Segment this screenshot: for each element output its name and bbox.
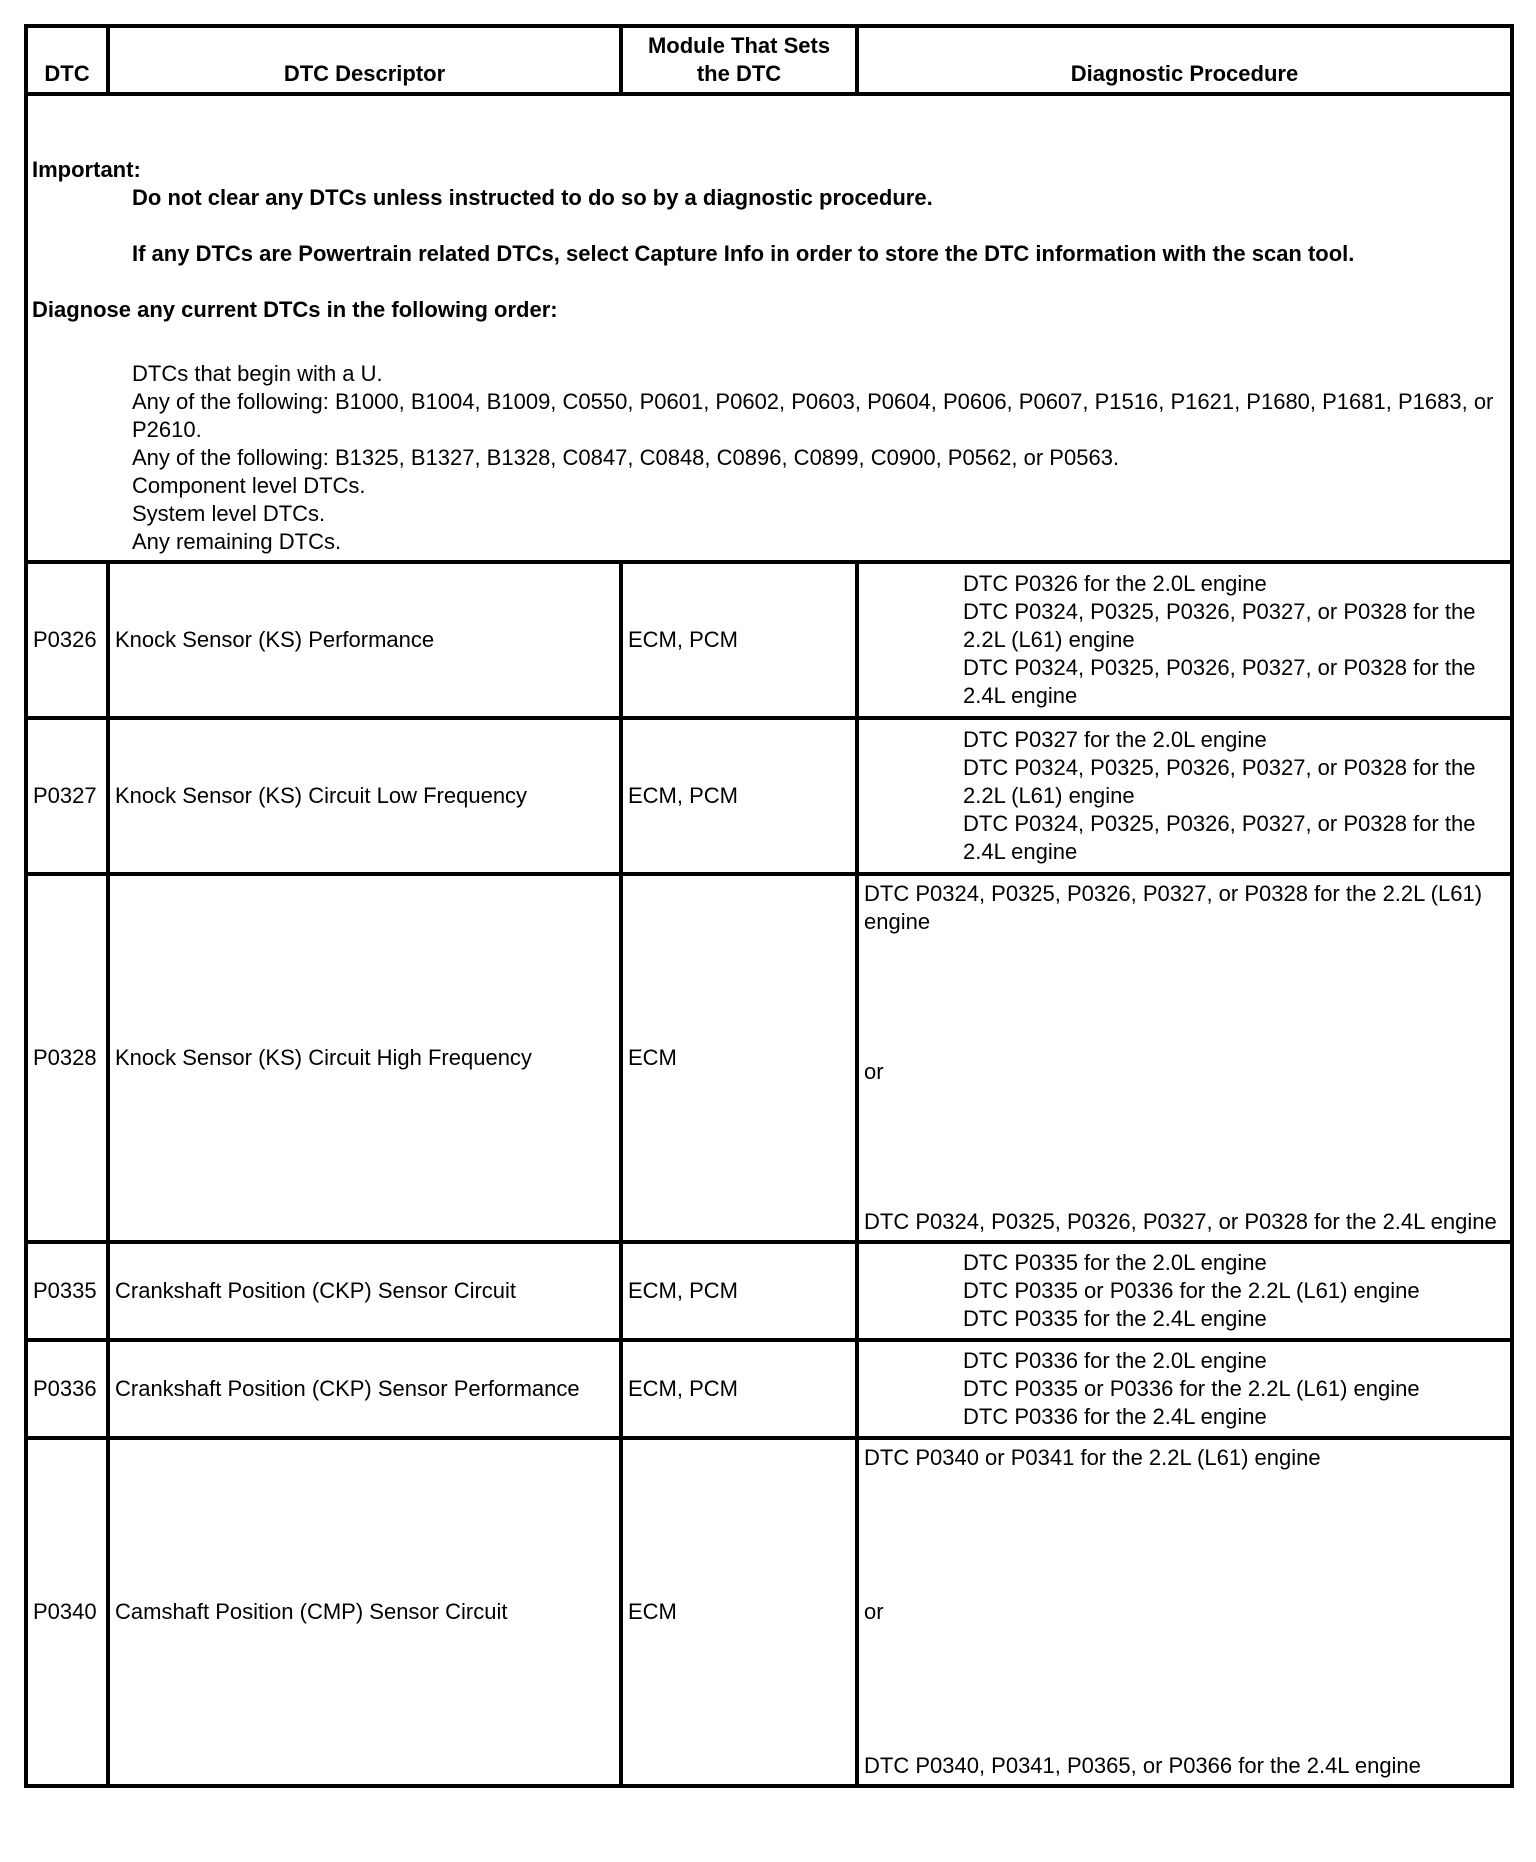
order-list <box>32 360 1506 556</box>
order-item: DTCs that begin with a U. <box>132 361 383 386</box>
important-row <box>26 94 1512 562</box>
procedure-link[interactable]: DTC P0340, P0341, P0365, or P0366 for the 2.4L engine <box>864 1753 1421 1778</box>
dtc-descriptor: Crankshaft Position (CKP) Sensor Performance <box>108 1340 621 1438</box>
header-module-line2: the DTC <box>696 61 782 86</box>
procedure-link[interactable]: DTC P0327 for the 2.0L engine <box>963 727 1267 752</box>
diagnostic-procedure <box>857 1242 1512 1340</box>
diagnostic-procedure <box>857 718 1512 874</box>
important-notice <box>26 94 1512 562</box>
procedure-link[interactable]: DTC P0324, P0325, P0326, P0327, or P0328 for the 2.2L (L61) engine <box>963 755 1476 808</box>
diagnostic-procedure <box>857 1438 1512 1786</box>
procedure-or: or <box>864 1599 884 1624</box>
dtc-descriptor: Knock Sensor (KS) Performance <box>108 562 621 718</box>
dtc-descriptor: Knock Sensor (KS) Circuit High Frequency <box>108 874 621 1242</box>
procedure-link[interactable]: DTC P0324, P0325, P0326, P0327, or P0328 for the 2.4L engine <box>864 1209 1497 1234</box>
dtc-descriptor: Crankshaft Position (CKP) Sensor Circuit <box>108 1242 621 1340</box>
procedure-link[interactable]: DTC P0324, P0325, P0326, P0327, or P0328 for the 2.4L engine <box>963 811 1476 864</box>
table-row <box>26 562 1512 718</box>
dtc-module: ECM, PCM <box>621 718 857 874</box>
table-row <box>26 1242 1512 1340</box>
dtc-code: P0326 <box>26 562 108 718</box>
dtc-module: ECM <box>621 1438 857 1786</box>
order-item: System level DTCs. <box>132 501 326 526</box>
dtc-module: ECM, PCM <box>621 562 857 718</box>
procedure-link[interactable]: DTC P0335 or P0336 for the 2.2L (L61) engine <box>963 1376 1420 1401</box>
important-line-1: Do not clear any DTCs unless instructed to do so by a diagnostic procedure. <box>132 185 933 210</box>
table-row <box>26 718 1512 874</box>
procedure-link[interactable]: DTC P0336 for the 2.4L engine <box>963 1404 1267 1429</box>
table-row <box>26 874 1512 1242</box>
header-descriptor: DTC Descriptor <box>108 26 621 94</box>
important-label: Important: <box>32 157 141 182</box>
dtc-module: ECM <box>621 874 857 1242</box>
procedure-link[interactable]: DTC P0336 for the 2.0L engine <box>963 1348 1267 1373</box>
procedure-link[interactable]: DTC P0326 for the 2.0L engine <box>963 571 1267 596</box>
diagnostic-procedure <box>857 1340 1512 1438</box>
dtc-code: P0335 <box>26 1242 108 1340</box>
table-row <box>26 1340 1512 1438</box>
dtc-module: ECM, PCM <box>621 1242 857 1340</box>
dtc-table <box>24 24 1514 1788</box>
order-item: Any of the following: B1000, B1004, B1009, C0550, P0601, P0602, P0603, P0604, P0606, P0607, P1516, P1621, P1680, P1681, P1683, or P2610. <box>132 389 1494 442</box>
procedure-link[interactable]: DTC P0324, P0325, P0326, P0327, or P0328 for the 2.4L engine <box>963 655 1476 708</box>
table-row <box>26 1438 1512 1786</box>
important-line-2: If any DTCs are Powertrain related DTCs, select Capture Info in order to store the DTC information with the scan tool. <box>132 241 1355 266</box>
dtc-code: P0336 <box>26 1340 108 1438</box>
dtc-descriptor: Knock Sensor (KS) Circuit Low Frequency <box>108 718 621 874</box>
procedure-link[interactable]: DTC P0324, P0325, P0326, P0327, or P0328 for the 2.2L (L61) engine <box>963 599 1476 652</box>
dtc-descriptor: Camshaft Position (CMP) Sensor Circuit <box>108 1438 621 1786</box>
dtc-code: P0327 <box>26 718 108 874</box>
header-dtc: DTC <box>26 26 108 94</box>
procedure-or: or <box>864 1059 884 1084</box>
diagnostic-procedure <box>857 874 1512 1242</box>
diagnostic-procedure <box>857 562 1512 718</box>
header-row <box>26 26 1512 94</box>
procedure-link[interactable]: DTC P0340 or P0341 for the 2.2L (L61) engine <box>864 1445 1321 1470</box>
procedure-link[interactable]: DTC P0324, P0325, P0326, P0327, or P0328 for the 2.2L (L61) engine <box>864 881 1483 934</box>
order-heading: Diagnose any current DTCs in the following order: <box>32 297 558 322</box>
procedure-link[interactable]: DTC P0335 or P0336 for the 2.2L (L61) engine <box>963 1278 1420 1303</box>
order-item: Any remaining DTCs. <box>132 529 342 554</box>
order-item: Component level DTCs. <box>132 473 366 498</box>
procedure-link[interactable]: DTC P0335 for the 2.4L engine <box>963 1306 1267 1331</box>
procedure-link[interactable]: DTC P0335 for the 2.0L engine <box>963 1250 1267 1275</box>
header-module <box>621 26 857 94</box>
header-procedure: Diagnostic Procedure <box>857 26 1512 94</box>
header-module-line1: Module That Sets <box>647 33 831 58</box>
dtc-code: P0340 <box>26 1438 108 1786</box>
dtc-code: P0328 <box>26 874 108 1242</box>
order-item: Any of the following: B1325, B1327, B1328, C0847, C0848, C0896, C0899, C0900, P0562, or P0563. <box>132 445 1120 470</box>
dtc-module: ECM, PCM <box>621 1340 857 1438</box>
